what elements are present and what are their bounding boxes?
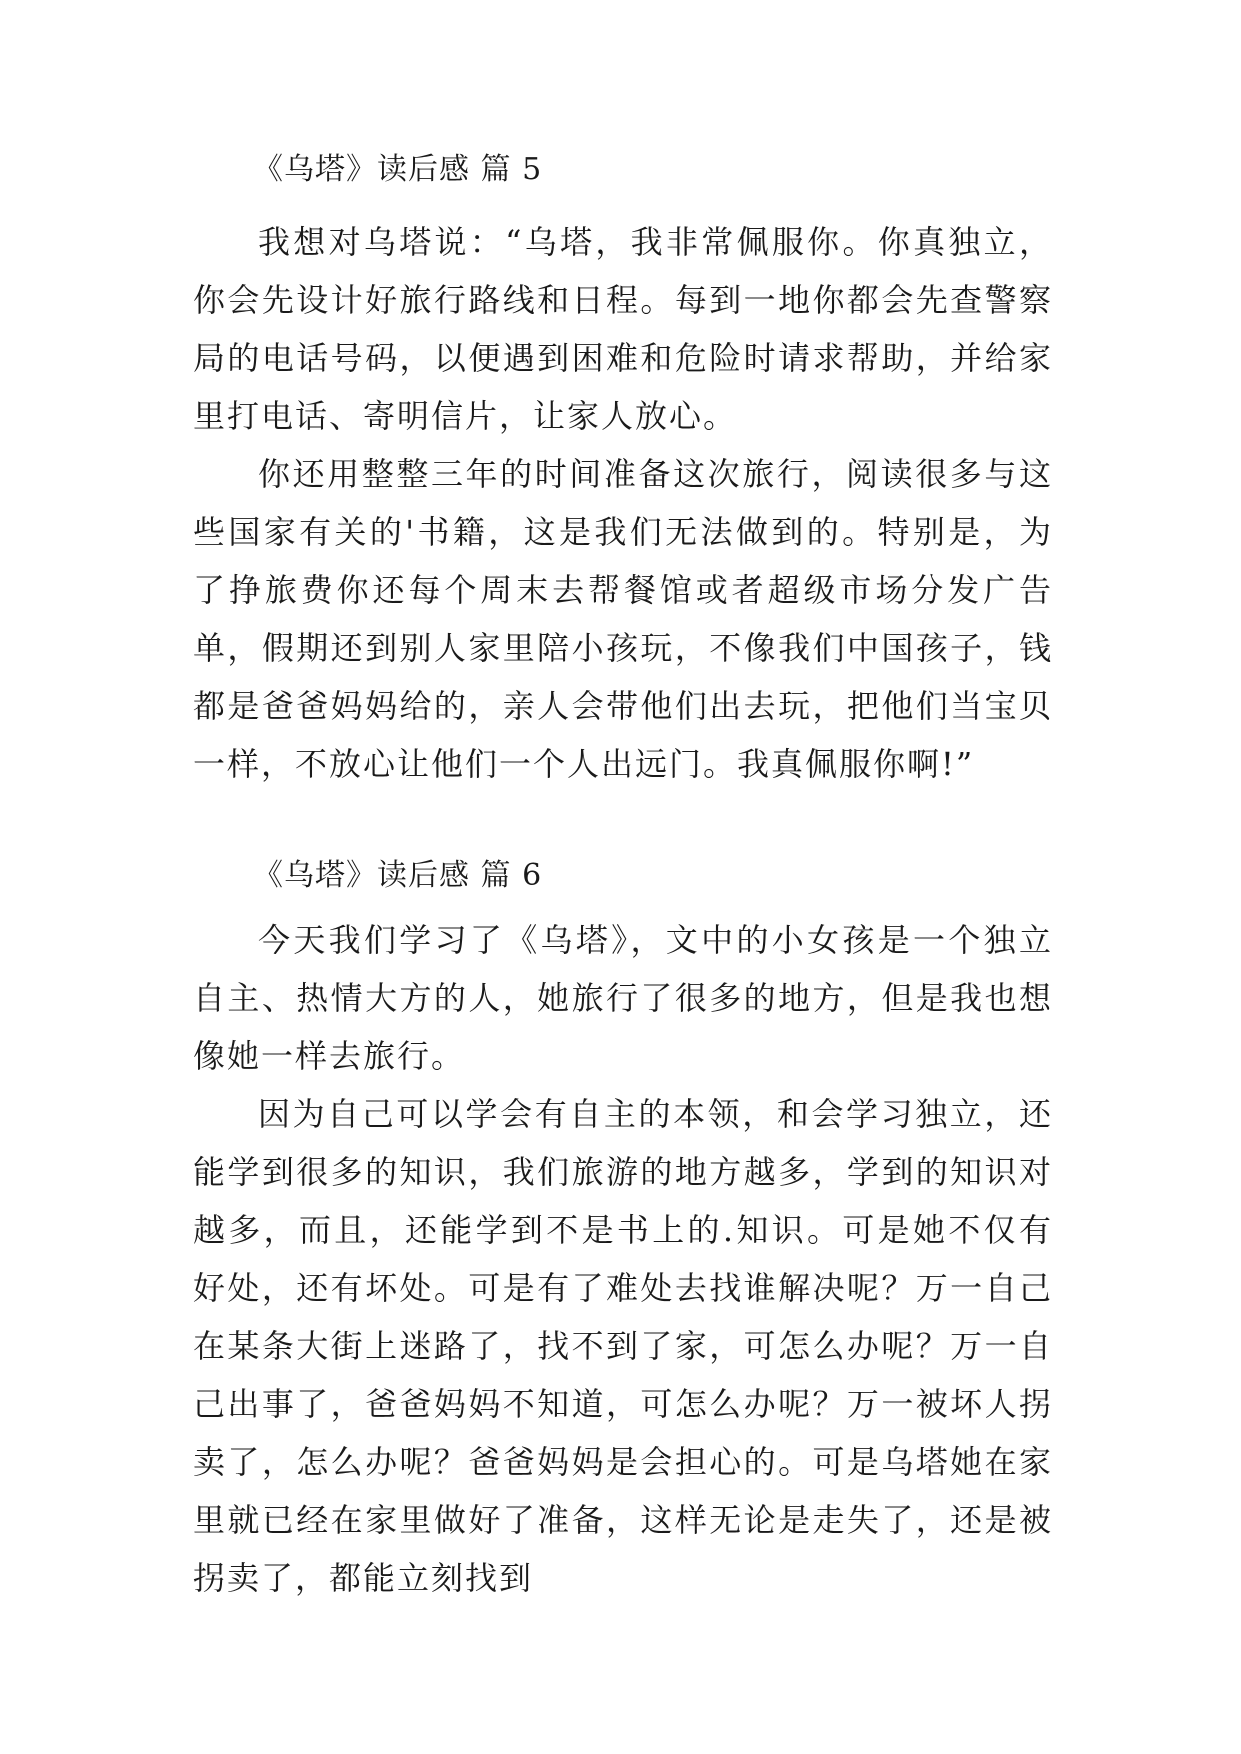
- paragraph: 因为自己可以学会有自主的本领，和会学习独立，还能学到很多的知识，我们旅游的地方越多，学到的知识对越多，而且，还能学到不是书上的.知识。可是她不仅有好处，还有坏处。可是有了难处去找谁解决呢？万一自己在某条大街上迷路了，找不到了家，可怎么办呢？万一自己出事了，爸爸妈妈不知道，可怎么办呢？万一被坏人拐卖了，怎么办呢？爸爸妈妈是会担心的。可是乌塔她在家里就已经在家里做好了准备，这样无论是走失了，还是被拐卖了，都能立刻找到: [193, 1095, 1053, 1597]
- paragraph: 你还用整整三年的时间准备这次旅行，阅读很多与这些国家有关的'书籍，这是我们无法做到的。特别是，为了挣旅费你还每个周末去帮餐馆或者超级市场分发广告单，假期还到别人家里陪小孩玩，不像我们中国孩子，钱都是爸爸妈妈给的，亲人会带他们出去玩，把他们当宝贝一样，不放心让他们一个人出远门。我真佩服你啊!”: [193, 455, 1053, 783]
- paragraph: 我想对乌塔说：“乌塔，我非常佩服你。你真独立，你会先设计好旅行路线和日程。每到一地你都会先查警察局的电话号码，以便遇到困难和危险时请求帮助，并给家里打电话、寄明信片，让家人放心。: [193, 223, 1053, 435]
- paragraph: 今天我们学习了《乌塔》，文中的小女孩是一个独立自主、热情大方的人，她旅行了很多的地方，但是我也想像她一样去旅行。: [193, 921, 1053, 1075]
- section-heading: 《乌塔》读后感 篇 6: [253, 858, 543, 893]
- section-heading: 《乌塔》读后感 篇 5: [253, 152, 543, 187]
